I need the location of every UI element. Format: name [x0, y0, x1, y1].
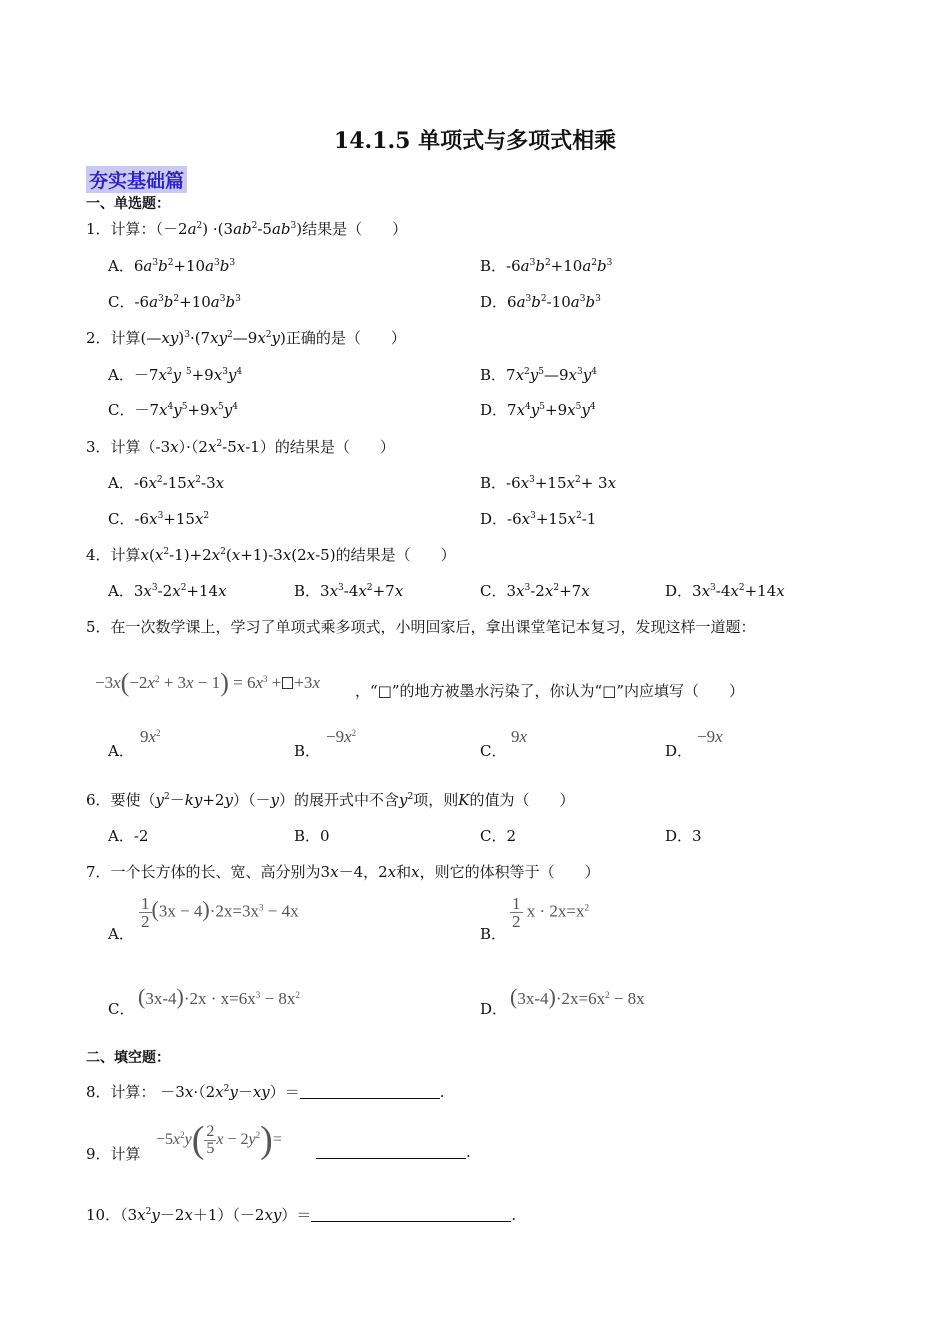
q5-option-b-math: $-9x^2$: [326, 727, 357, 746]
q4-option-c[interactable]: C．$3x^3-2x^2+7x$: [480, 582, 590, 600]
q2-option-d[interactable]: D．$7x^4y^5+9x^5y^4$: [480, 401, 596, 419]
q7-option-c[interactable]: C．: [108, 1000, 135, 1018]
answer-blank-9[interactable]: [316, 1144, 466, 1159]
q5-option-a[interactable]: A．: [108, 742, 134, 760]
question-2: 2．计算$(—xy)^3\cdot(7xy^2—9x^2y)$正确的是（ ）: [86, 329, 406, 347]
question-4: 4．计算$x(x^2-1)+2x^2(x+1)-3x(2x-5)$的结果是（ ）: [86, 546, 456, 564]
question-10: 10．$(3x^2y-2x+1)(-2xy)=$ .: [86, 1206, 517, 1224]
q5-option-a-math: $9x^2$: [140, 727, 161, 746]
fraction-half: $\frac{1}{2}$: [512, 894, 521, 931]
answer-blank-10[interactable]: [311, 1207, 511, 1222]
q6-option-c[interactable]: C．2: [480, 827, 517, 845]
part1-heading: 一、单选题：: [86, 196, 170, 212]
q6-option-b[interactable]: B．0: [294, 827, 330, 845]
q7-option-d[interactable]: D．: [480, 1000, 508, 1018]
q9-answer: .: [316, 1143, 471, 1161]
ink-box-icon: [282, 677, 293, 689]
section-badge: 夯实基础篇: [86, 166, 187, 193]
q5-option-b[interactable]: B．: [294, 742, 321, 760]
q9-math: $-5x^2y$( $\frac{2}{5}$ $x - 2y^2)=$: [156, 1119, 282, 1161]
q4-option-d[interactable]: D．$3x^3-4x^2+14x$: [665, 582, 785, 600]
q3-option-a[interactable]: A．$-6x^2-15x^2-3x$: [108, 474, 225, 492]
question-3: 3．计算$(-3x)\cdot(2x^2-5x-1)$的结果是（ ）: [86, 438, 395, 456]
q7-option-b-math: $\frac{1}{2}$ $x \cdot 2x=x^2$: [512, 894, 589, 931]
q2-option-a[interactable]: A．$-7x^2y$ $^5+9x^3y^4$: [108, 366, 243, 384]
q7-option-a-math: $\frac{1}{2}$ $(3x - 4)\cdot 2x=3x^3 - 4x$: [141, 894, 299, 931]
q4-option-b[interactable]: B．$3x^3-4x^2+7x$: [294, 582, 404, 600]
q7-option-c-math: $(3x-4)\cdot 2x \cdot x=6x^3 - 8x^2$: [138, 984, 300, 1009]
q4-option-a[interactable]: A．$3x^3-2x^2+14x$: [108, 582, 227, 600]
q1-option-c[interactable]: C．$-6a^3b^2+10a^3b^3$: [108, 293, 241, 311]
question-9: 9．计算: [86, 1145, 141, 1163]
q6-option-d[interactable]: D．3: [665, 827, 702, 845]
q1-option-d[interactable]: D．$6a^3b^2-10a^3b^3$: [480, 293, 601, 311]
fraction-half: $\frac{1}{2}$: [141, 894, 150, 931]
q5-option-c[interactable]: C．: [480, 742, 507, 760]
q1-option-b[interactable]: B．$-6a^3b^2+10a^2b^3$: [480, 257, 613, 275]
q5-option-d[interactable]: D．: [665, 742, 693, 760]
question-1: 1．计算：$(-2a^2) \cdot(3ab^2-5ab^3)$结果是（ ）: [86, 220, 408, 238]
q3-option-c[interactable]: C．$-6x^3+15x^2$: [108, 510, 210, 528]
q3-option-b[interactable]: B．$-6x^3+15x^2+ 3x$: [480, 474, 617, 492]
page-title: 14.1.5 单项式与多项式相乘: [333, 128, 617, 154]
q6-option-a[interactable]: A．-2: [108, 827, 149, 845]
fraction-two-fifths: $\frac{2}{5}$: [206, 1122, 215, 1157]
q7-option-b[interactable]: B．: [480, 925, 507, 943]
q5-option-d-math: −9x: [697, 727, 723, 746]
q5-text-2: ，“□”的地方被墨水污染了，你认为“□”内应填写（ ）: [355, 682, 745, 700]
question-5: 5．在一次数学课上，学习了单项式乘多项式，小明回家后，拿出课堂笔记本复习，发现这样一道题：: [86, 618, 756, 636]
q3-option-d[interactable]: D．$-6x^3+15x^2-1$: [480, 510, 597, 528]
q7-option-d-math: $(3x-4)\cdot 2x=6x^2 - 8x$: [510, 984, 645, 1009]
answer-blank-8[interactable]: [300, 1084, 440, 1099]
question-8: 8．计算： $-3x\cdot(2x^2y-xy)=$ .: [86, 1083, 445, 1101]
q5-option-c-math: 9x: [511, 727, 528, 746]
q1-option-a[interactable]: A．$6a^3b^2+10a^3b^3$: [108, 257, 236, 275]
question-7: 7．一个长方体的长、宽、高分别为3x－4，2x和x，则它的体积等于（ ）: [86, 863, 600, 881]
q2-option-b[interactable]: B．$7x^2y^5—9x^3y^4$: [480, 366, 597, 384]
q5-equation: $-3x(-2x^2 + 3x - 1) = 6x^3 + +3x$: [95, 668, 320, 697]
q7-option-a[interactable]: A．: [108, 925, 134, 943]
part2-heading: 二、填空题：: [86, 1050, 170, 1066]
question-6: 6．要使$(y^2-ky+2y)(-y)$的展开式中不含$y^2$项，则K的值为（ ）: [86, 791, 575, 809]
q2-option-c[interactable]: C．$-7x^4y^5+9x^5y^4$: [108, 401, 238, 419]
